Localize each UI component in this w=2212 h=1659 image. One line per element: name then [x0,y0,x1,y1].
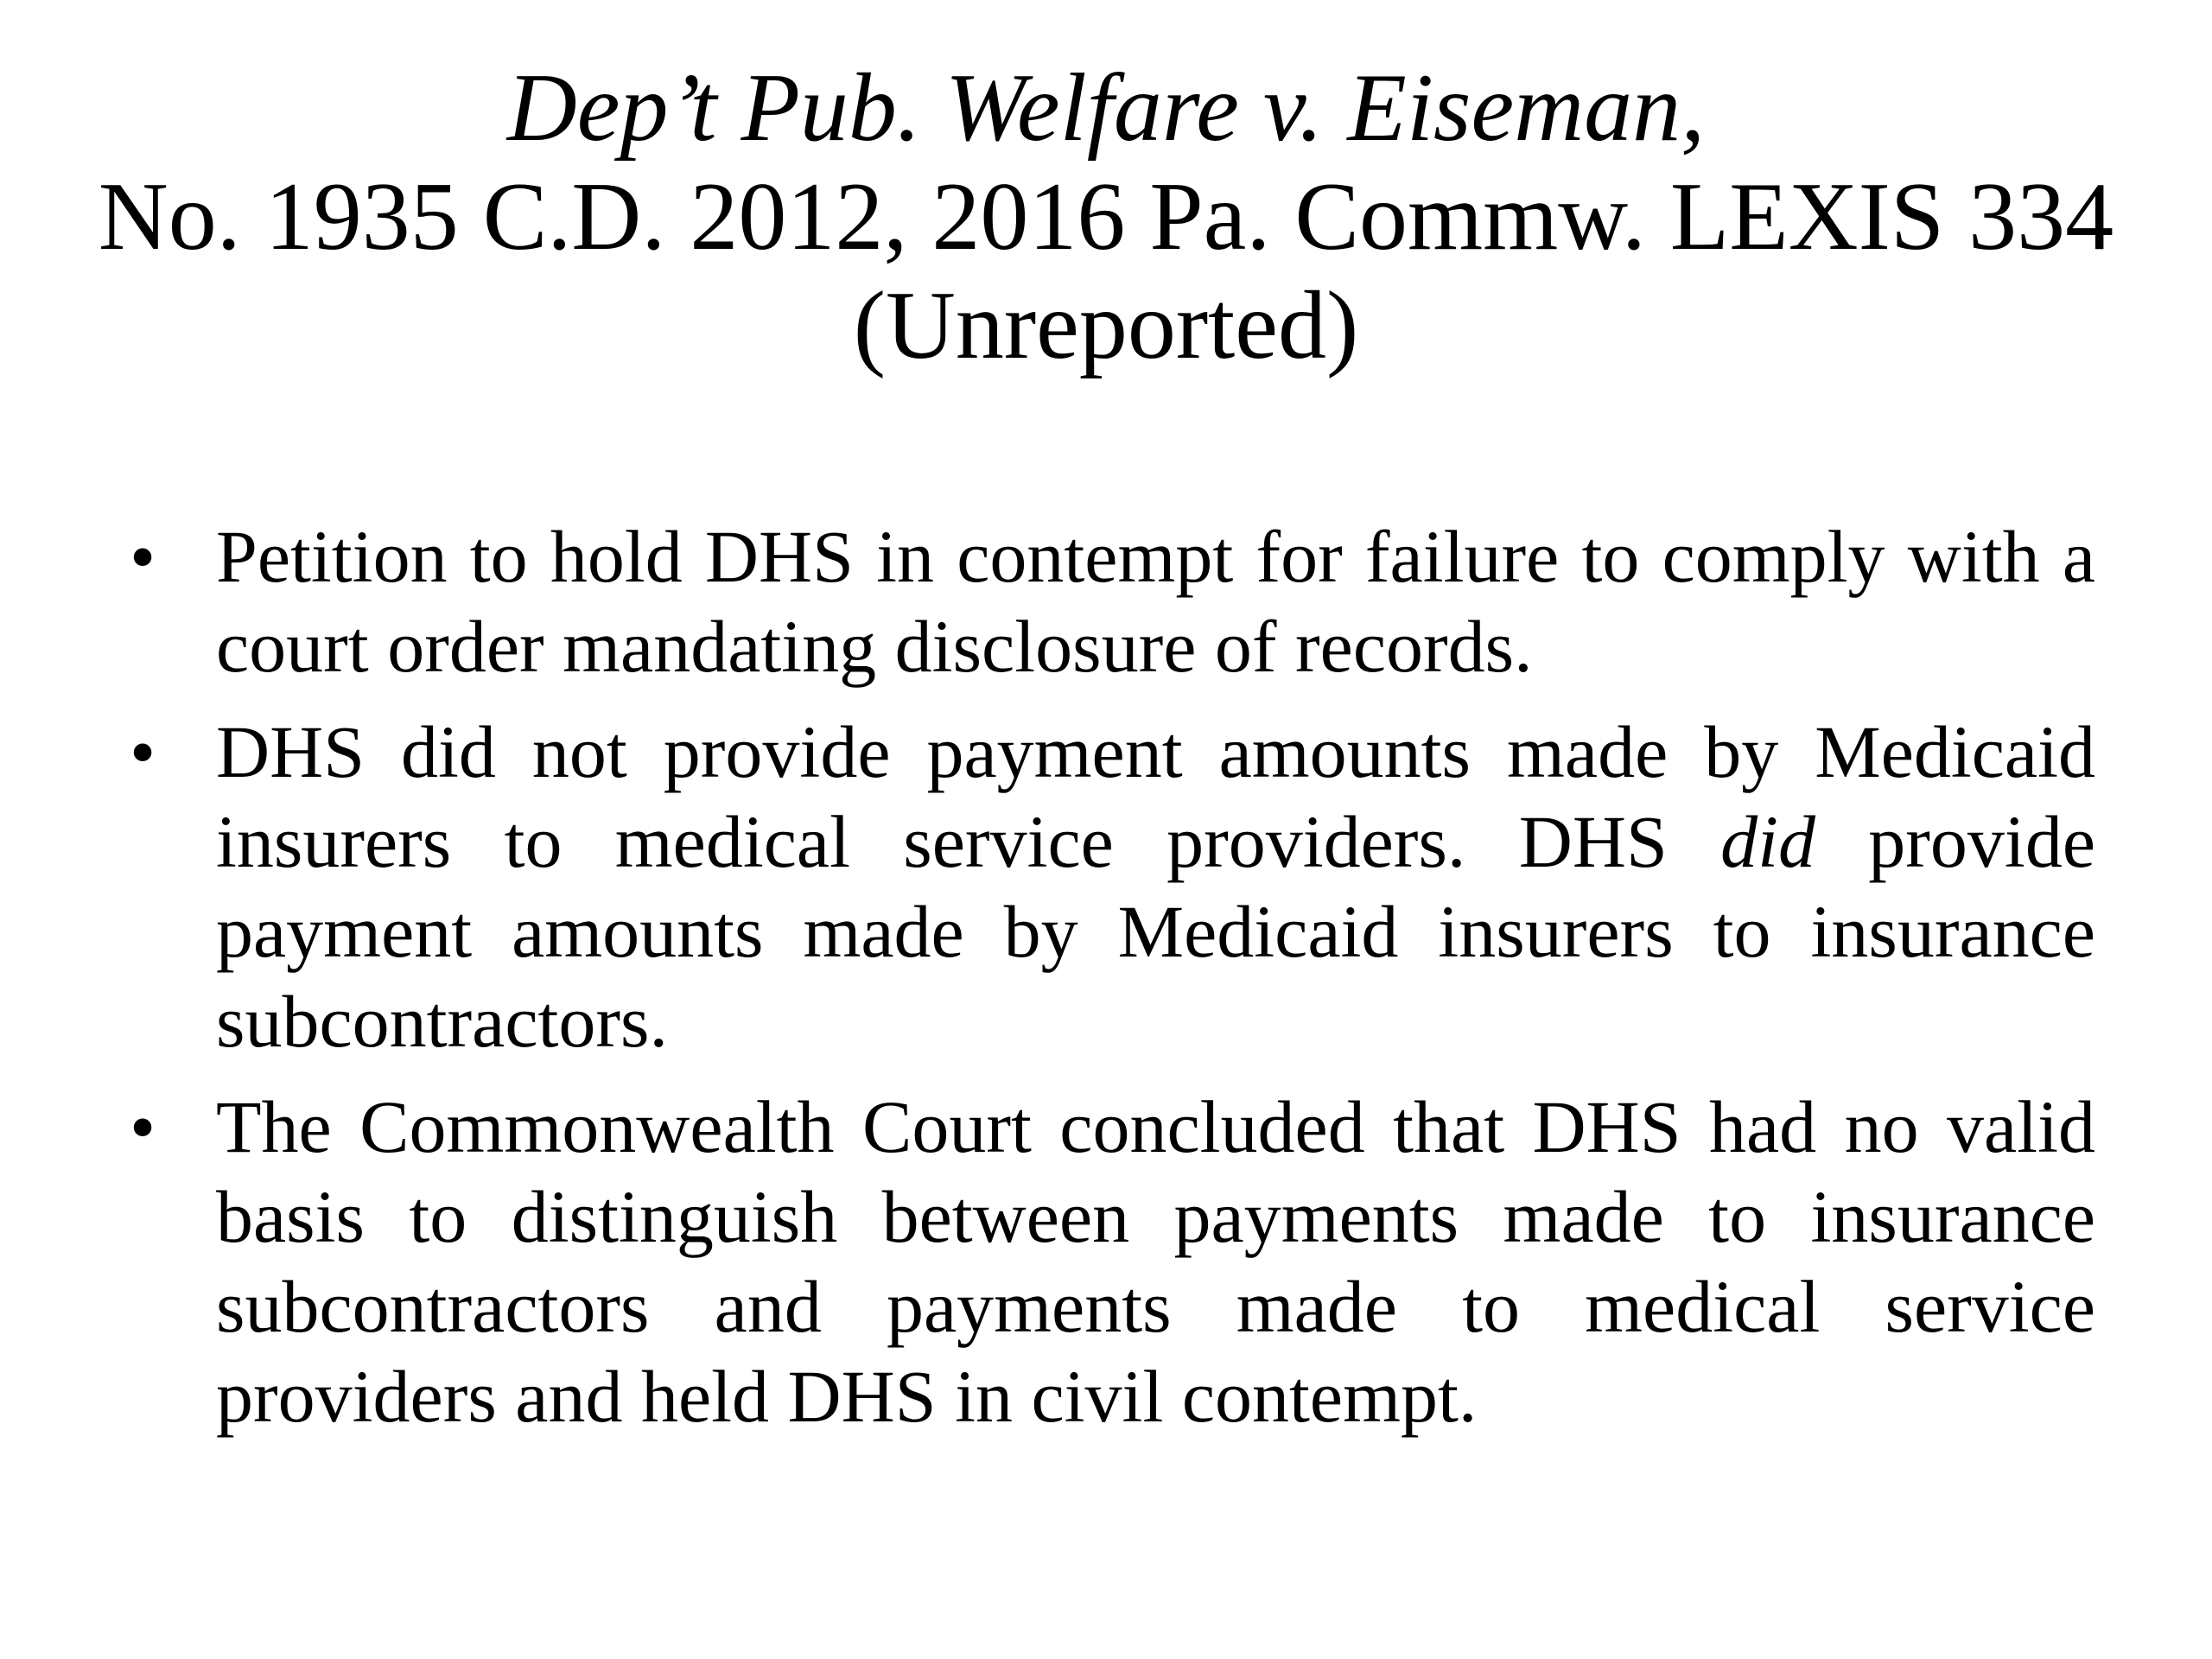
bullet-text-2-before: DHS did not provide payment amounts made by Medicaid insurers to medical service providers. DHS [216,710,2095,883]
bullet-icon: • [130,515,156,598]
bullet-icon: • [130,1085,156,1168]
bullet-list [130,512,2095,1457]
slide-title [0,54,2212,380]
bullet-text-1: Petition to hold DHS in contempt for failure to comply with a court order mandating disclosure of records. [216,515,2095,688]
bullet-icon: • [130,710,156,793]
bullet-item-2 [130,707,2095,1066]
bullet-item-1 [130,512,2095,691]
bullet-text-3: The Commonwealth Court concluded that DHS had no valid basis to distinguish between payments made to insurance subcontractors and payments made to medical service providers and held DHS in civil contempt. [216,1085,2095,1438]
case-citation: No. 1935 C.D. 2012, 2016 Pa. Commw. LEXIS 334 [98,163,2114,270]
case-status: (Unreported) [853,272,1359,379]
case-name: Dep’t Pub. Welfare v. Eiseman, [506,54,1706,162]
bullet-item-3 [130,1082,2095,1441]
bullet-text-2-emphasis: did [1720,800,1815,883]
bullet-text-2 [216,710,2095,1063]
bullet-text-2-after: provide payment amounts made by Medicaid insurers to insurance subcontractors. [216,800,2095,1063]
